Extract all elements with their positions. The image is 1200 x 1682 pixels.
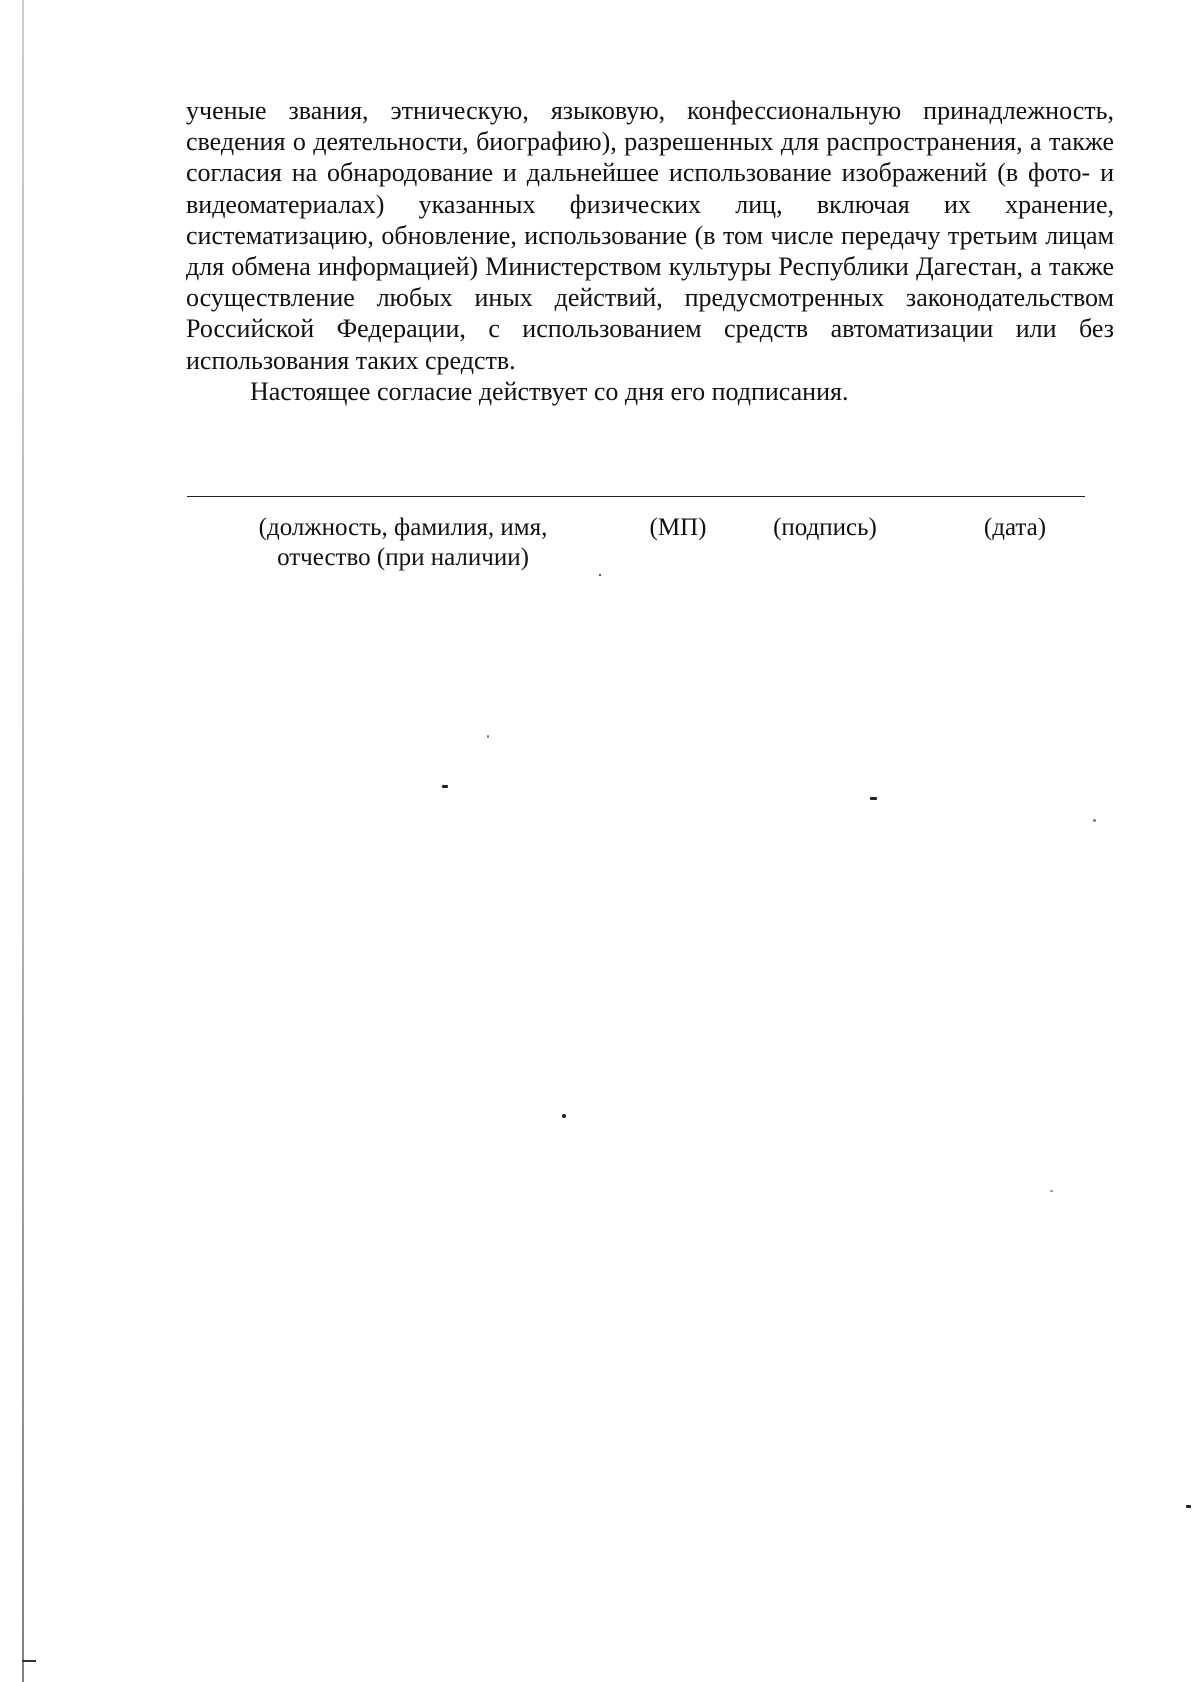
stamp-caption: (МП) — [649, 514, 707, 541]
scan-speck — [487, 735, 489, 738]
scan-left-edge — [22, 0, 24, 1682]
signature-caption: (подпись) — [773, 514, 877, 541]
scan-speck — [1050, 1190, 1053, 1192]
name-caption-line-1: (должность, фамилия, имя, — [258, 514, 548, 541]
scan-speck — [562, 1114, 566, 1118]
name-caption-line-2: отчество (при наличии) — [277, 544, 529, 571]
scan-speck — [599, 574, 601, 576]
consent-text — [186, 95, 1114, 407]
consent-paragraph-continuation: ученые звания, этническую, языковую, конфессиональную принадлежность, сведения о деятельности, биографию), разрешенных для распространения, а также согласия на обнародование и дальнейшее использование изображений (в фото- и видеоматериалах) указанных физических лиц, включая их хранение, систематизацию, обновление, использование (в том числе передачу третьим лицам для обмена информацией) Министерством культуры Республики Дагестан, а также осуществление любых иных действий, предусмотренных законодательством Российской Федерации, с использованием средств автоматизации или без использования таких средств. — [186, 96, 1114, 375]
scan-speck — [1093, 819, 1096, 822]
date-caption: (дата) — [983, 514, 1047, 541]
scan-speck — [1186, 1505, 1191, 1508]
scan-speck — [442, 785, 448, 788]
consent-validity-paragraph: Настоящее согласие действует со дня его подписания. — [250, 376, 849, 406]
scan-edge-mark — [22, 1660, 36, 1662]
signature-line — [187, 496, 1085, 497]
scan-speck — [870, 797, 877, 800]
name-caption — [230, 513, 576, 573]
